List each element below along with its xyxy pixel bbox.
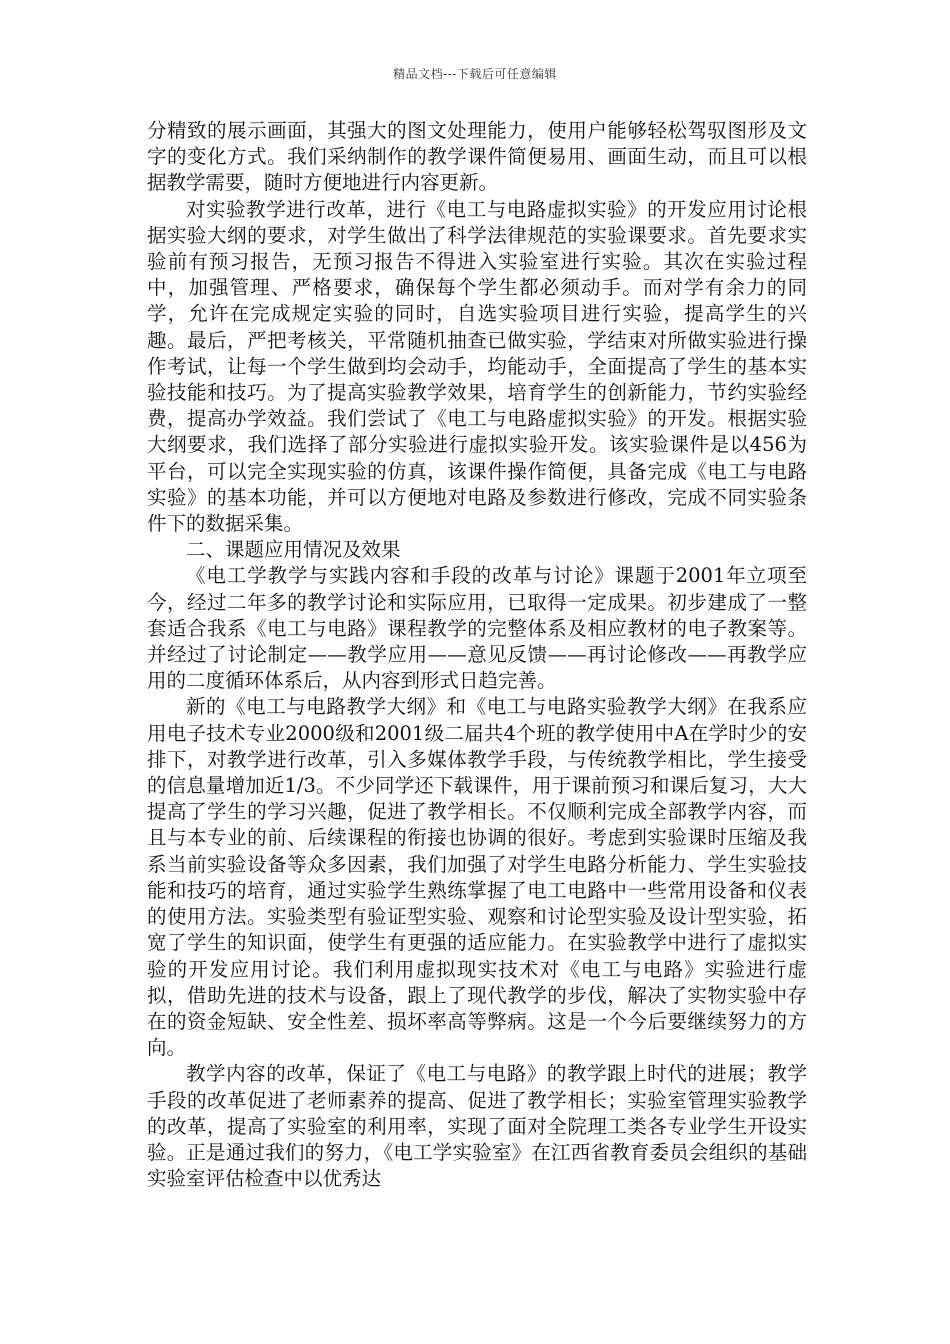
paragraph-continuation: 分精致的展示画面，其强大的图文处理能力，使用户能够轻松驾驭图形及文字的变化方式。我们采纳制作的教学课件简便易用、画面生动，而且可以根据教学需要，随时方便地进行内容更新。: [147, 119, 807, 195]
page-header: 精品文档---下载后可任意编辑: [393, 67, 557, 81]
document-body: [147, 118, 807, 1192]
section-heading: 二、课题应用情况及效果: [186, 538, 401, 562]
paragraph-reform-summary: 教学内容的改革，保证了《电工与电路》的教学跟上时代的进展；教学手段的改革促进了老师素养的提高、促进了教学相长；实验室管理实验教学的改革，提高了实验室的利用率，实现了面对全院理工类各专业学生开设实验。正是通过我们的努力，《电工学实验室》在江西省教育委员会组织的基础实验室评估检查中以优秀达: [147, 1062, 807, 1191]
paragraph-project-overview: 《电工学教学与实践内容和手段的改革与讨论》课题于2001年立项至今，经过二年多的教学讨论和实际应用，已取得一定成果。初步建成了一整套适合我系《电工与电路》课程教学的完整体系及相应教材的电子教案等。并经过了讨论制定——教学应用——意见反馈——再讨论修改——再教学应用的二度循环体系后，从内容到形式日趋完善。: [147, 564, 807, 693]
paragraph-lab-reform: 对实验教学进行改革，进行《电工与电路虚拟实验》的开发应用讨论根据实验大纲的要求，对学生做出了科学法律规范的实验课要求。首先要求实验前有预习报告，无预习报告不得进入实验室进行实验。其次在实验过程中，加强管理、严格要求，确保每个学生都必须动手。而对学有余力的同学，允许在完成规定实验的同时，自选实验项目进行实验，提高学生的兴趣。最后，严把考核关，平常随机抽查已做实验，学结束对所做实验进行操作考试，让每一个学生做到均会动手，均能动手，全面提高了学生的基本实验技能和技巧。为了提高实验教学效果，培育学生的创新能力，节约实验经费，提高办学效益。我们尝试了《电工与电路虚拟实验》的开发。根据实验大纲要求，我们选择了部分实验进行虚拟实验开发。该实验课件是以456为平台，可以完全实现实验的仿真，该课件操作简便，具备完成《电工与电路实验》的基本功能，并可以方便地对电路及参数进行修改，完成不同实验条件下的数据采集。: [147, 197, 807, 536]
paragraph-syllabus-results: 新的《电工与电路教学大纲》和《电工与电路实验教学大纲》在我系应用电子技术专业2000级和2001级二届共4个班的教学使用中A在学时少的安排下，对教学进行改革，引入多媒体教学手段，与传统教学相比，学生接受的信息量增加近1/3。不少同学还下载课件，用于课前预习和课后复习，大大提高了学生的学习兴趣，促进了教学相长。不仅顺利完成全部教学内容，而且与本专业的前、后续课程的衔接也协调的很好。考虑到实验课时压缩及我系当前实验设备等众多因素，我们加强了对学生电路分析能力、学生实验技能和技巧的培育，通过实验学生熟练掌握了电工电路中一些常用设备和仪表的使用方法。实验类型有验证型实验、观察和讨论型实验及设计型实验，拓宽了学生的知识面，使学生有更强的适应能力。在实验教学中进行了虚拟实验的开发应用讨论。我们利用虚拟现实技术对《电工与电路》实验进行虚拟，借助先进的技术与设备，跟上了现代教学的步伐，解决了实物实验中存在的资金短缺、安全性差、损坏率高等弊病。这是一个今后要继续努力的方向。: [147, 695, 807, 1060]
